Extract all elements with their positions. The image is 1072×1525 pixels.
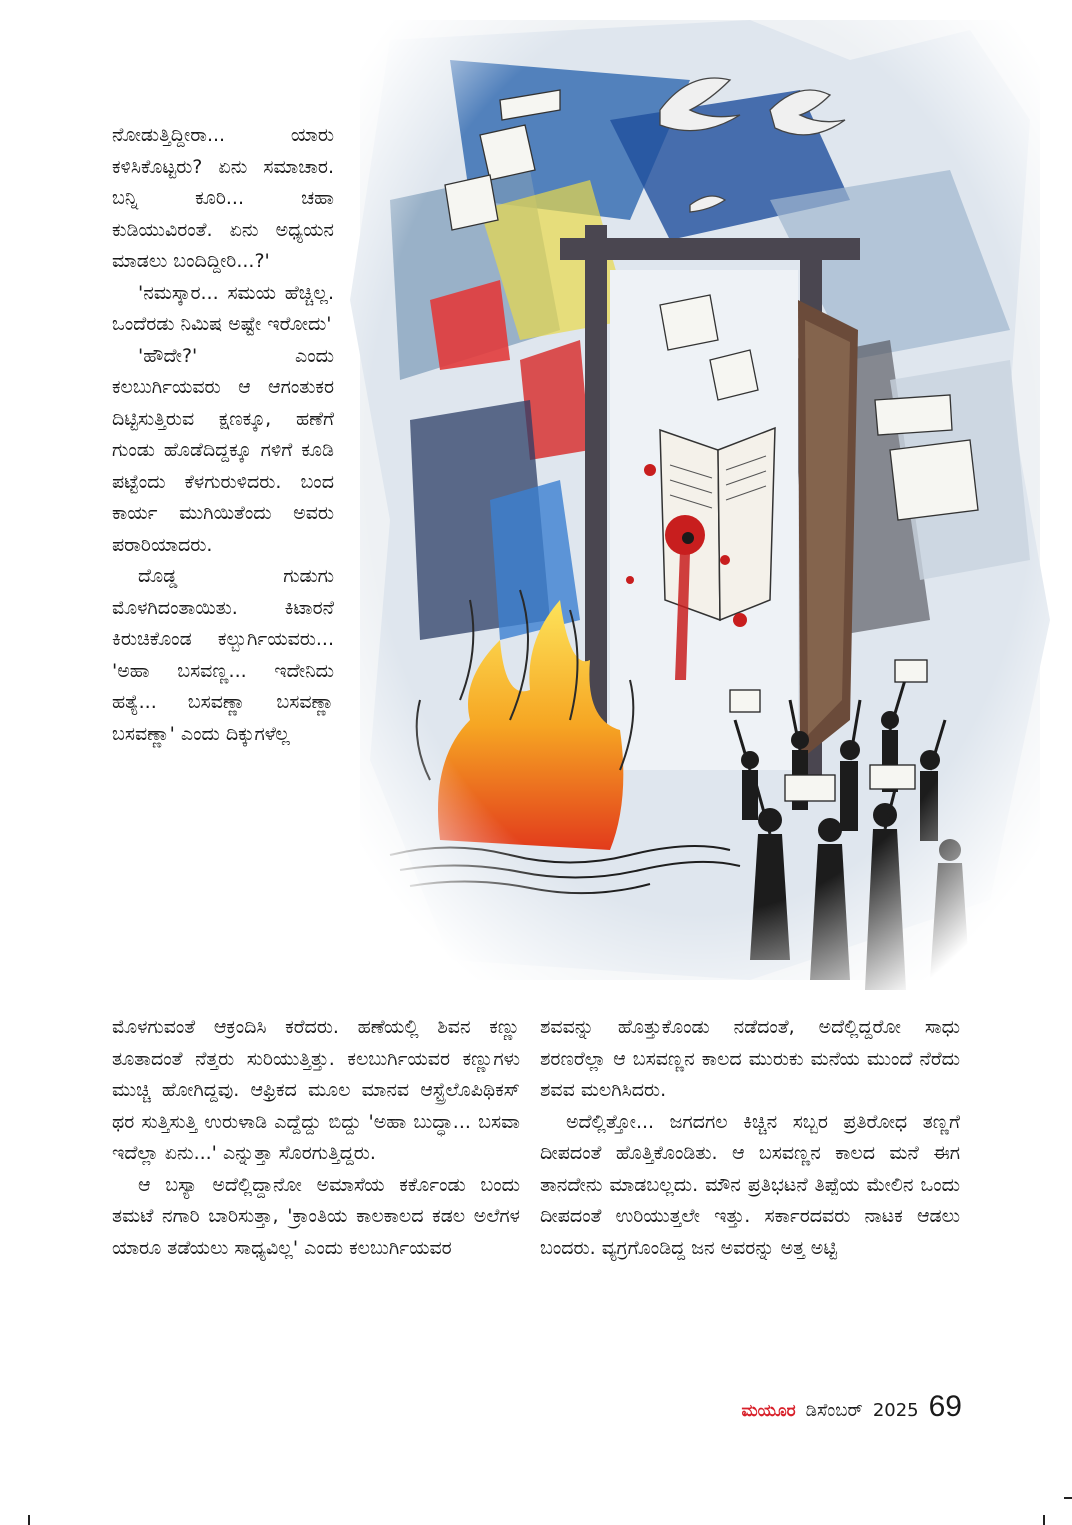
paragraph: ಆ ಬಸ್ಯಾ ಅದೆಲ್ಲಿದ್ದಾನೋ ಅಮಾಸೆಯ ಕರ್ಕೊಂಡು ಬಂದು ತಮಟೆ ನಗಾರಿ ಬಾರಿಸುತ್ತಾ, 'ಕ್ರಾಂತಿಯ ಕಾಲಕಾಲದ ಕಡಲ ಅಲೆಗಳ ಯಾರೂ ತಡೆಯಲು ಸಾಧ್ಯವಿಲ್ಲ' ಎಂದು ಕಲಬುರ್ಗಿಯವರ xyxy=(112,1173,520,1259)
crop-mark-bottom-right xyxy=(1043,1515,1045,1525)
text-column-left-narrow xyxy=(112,120,334,750)
paragraph: ಅದೆಲ್ಲಿತ್ತೋ... ಜಗದಗಲ ಕಿಚ್ಚಿನ ಸಬ್ಬರ ಪ್ರತಿರೋಧ ತಣ್ಣಗೆ ದೀಪದಂತೆ ಹೊತ್ತಿಕೊಂಡಿತು. ಆ ಬಸವಣ್ಣನ ಕಾಲದ ಮನೆ ಈಗ ತಾನದೇನು ಮಾಡಬಲ್ಲದು. ಮೌನ ಪ್ರತಿಭಟನೆ ತಿಪ್ಪೆಯ ಮೇಲಿನ ಒಂದು ದೀಪದಂತೆ ಉರಿಯುತ್ತಲೇ ಇತ್ತು. ಸರ್ಕಾರದವರು ನಾಟಕ ಆಡಲು ಬಂದರು. ವ್ಯಗ್ರಗೊಂಡಿದ್ದ ಜನ ಅವರನ್ನು ಅತ್ತ ಅಟ್ಟಿ xyxy=(540,1110,960,1259)
illustration-icon xyxy=(330,0,1072,1015)
paragraph: 'ನಮಸ್ಕಾರ... ಸಮಯ ಹೆಚ್ಚಿಲ್ಲ. ಒಂದೆರಡು ನಿಮಿಷ ಅಷ್ಟೇ ಇರೋದು' xyxy=(112,281,334,335)
text-column-left xyxy=(112,1012,520,1264)
page-number: 69 xyxy=(928,1390,962,1423)
crop-mark-right-lower xyxy=(1064,1497,1072,1499)
paragraph: ನೋಡುತ್ತಿದ್ದೀರಾ... ಯಾರು ಕಳಿಸಿಕೊಟ್ಟರು? ಏನು ಸಮಾಚಾರ. ಬನ್ನಿ ಕೂರಿ... ಚಹಾ ಕುಡಿಯುವಿರಂತೆ. ಏನು ಅಧ್ಯಯನ ಮಾಡಲು ಬಂದಿದ್ದೀರಿ...?' xyxy=(112,124,334,272)
paragraph: ಶವವನ್ನು ಹೊತ್ತುಕೊಂಡು ನಡೆದಂತೆ, ಅದೆಲ್ಲಿದ್ದರೋ ಸಾಧು ಶರಣರೆಲ್ಲಾ ಆ ಬಸವಣ್ಣನ ಕಾಲದ ಮುರುಕು ಮನೆಯ ಮುಂದೆ ನೆರೆದು ಶವವ ಮಲಗಿಸಿದರು. xyxy=(540,1016,960,1101)
illustration xyxy=(330,0,1072,1015)
text-column-right xyxy=(540,1012,960,1264)
issue-year: 2025 xyxy=(872,1400,919,1421)
paragraph: 'ಹೌದೇ?' ಎಂದು ಕಲಬುರ್ಗಿಯವರು ಆ ಆಗಂತುಕರ ದಿಟ್ಟಿಸುತ್ತಿರುವ ಕ್ಷಣಕ್ಕೂ, ಹಣೆಗೆ ಗುಂಡು ಹೊಡೆದಿದ್ದಕ್ಕೂ ಗಳಿಗೆ ಕೂಡಿ ಪಟ್ಟೆಂದು ಕೆಳಗುರುಳಿದರು. ಬಂದ ಕಾರ್ಯ ಮುಗಿಯಿತೆಂದು ಅವರು ಪರಾರಿಯಾದರು. xyxy=(112,344,334,556)
paragraph: ದೊಡ್ಡ ಗುಡುಗು ಮೊಳಗಿದಂತಾಯಿತು. ಕಿಟಾರನೆ ಕಿರುಚಿಕೊಂಡ ಕಲ್ಬುರ್ಗಿಯವರು... 'ಅಹಾ ಬಸವಣ್ಣ... ಇದೇನಿದು ಹತ್ಯೆ... ಬಸವಣ್ಣಾ ಬಸವಣ್ಣಾ ಬಸವಣ್ಣಾ' ಎಂದು ದಿಕ್ಕುಗಳೆಲ್ಲ xyxy=(112,565,334,745)
page-footer xyxy=(700,1390,962,1430)
issue-month: ಡಿಸೆಂಬರ್ xyxy=(805,1400,863,1421)
paragraph: ಮೊಳಗುವಂತೆ ಆಕ್ರಂದಿಸಿ ಕರೆದರು. ಹಣೆಯಲ್ಲಿ ಶಿವನ ಕಣ್ಣು ತೂತಾದಂತೆ ನೆತ್ತರು ಸುರಿಯುತ್ತಿತ್ತು. ಕಲಬುರ್ಗಿಯವರ ಕಣ್ಣುಗಳು ಮುಚ್ಚಿ ಹೋಗಿದ್ದವು. ಆಫ್ರಿಕದ ಮೂಲ ಮಾನವ ಆಸ್ಟ್ರೆಲೊಪಿಥಿಕಸ್ ಥರ ಸುತ್ತಿಸುತ್ತಿ ಉರುಳಾಡಿ ಎದ್ದೆದ್ದು ಬಿದ್ದು 'ಅಹಾ ಬುದ್ಧಾ... ಬಸವಾ ಇದೆಲ್ಲಾ ಏನು...' ಎನ್ನುತ್ತಾ ಸೊರಗುತ್ತಿದ್ದರು. xyxy=(112,1016,520,1164)
crop-mark-bottom-left xyxy=(28,1515,30,1525)
magazine-logo: ಮಯೂರ xyxy=(741,1401,796,1421)
